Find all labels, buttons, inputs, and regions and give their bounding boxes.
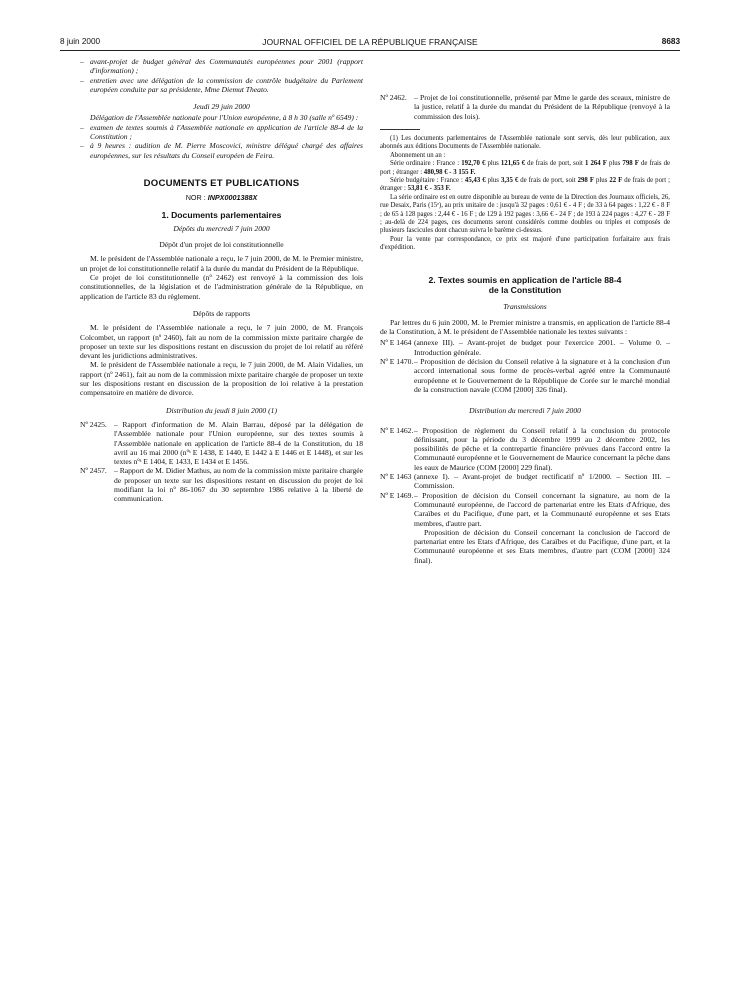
section-title-line: de la Constitution [488, 284, 562, 295]
nor-label: NOR : [185, 193, 208, 203]
document-item-e1463 [380, 472, 670, 491]
document-number: Nº E 1469. [380, 490, 414, 500]
depot-projet-heading: Dépôt d'un projet de loi constitutionnelle [159, 240, 284, 250]
paragraph-transmissions: Par lettres du 6 juin 2000, M. le Premier ministre a transmis, en application de l'article 88-4 de la Constitution, à M. le président de l'Assemblée nationale les textes suivants : [380, 317, 670, 337]
paragraph-rapport-1: M. le président de l'Assemblée nationale a reçu, le 7 juin 2000, de M. François Colcombet, un rapport (nº 2460), fait au nom de la commission mixte paritaire chargée de proposer un texte sur les dispositions restant en discussion du projet de loi relatif au référé devant les juridictions administratives. [80, 323, 363, 361]
fn-price: 192,70 € [461, 160, 486, 168]
left-column [80, 57, 363, 504]
document-text: (annexe III). – Avant-projet de budget pour l'exercice 2001. – Volume 0. – Introduction générale. [414, 338, 670, 357]
document-item-2425 [80, 420, 363, 466]
fn-price: 1 264 F [584, 160, 607, 168]
footnote-serie-ordinaire [380, 160, 670, 177]
fn-price: 45,43 € [464, 176, 486, 184]
footnote [380, 135, 670, 253]
document-number: Nº E 1464 [380, 338, 412, 348]
paragraph-projet-2: Ce projet de loi constitutionnelle (nº 2462) est renvoyé à la commission des lois constitutionnelles, de la législation et de l'administration générale de la République, en application de l'article 83 du règlement. [80, 273, 363, 301]
document-text: – Proposition de règlement du Conseil relatif à la conclusion du protocole définissant, pour la période du 3 décembre 1999 au 2 décembre 2002, les possibilités de pêche et la contrepartie financière prévues dans l'accord entre la Communauté européenne et le Gouvernement de Maurice concernant la pêche dans les eaux de Maurice (COM [2000] 229 final). [414, 425, 670, 472]
distribution-heading-jeudi: Distribution du jeudi 8 juin 2000 (1) [166, 405, 277, 415]
document-number: Nº 2462. [380, 93, 407, 102]
section-title-textes-88-4 [380, 275, 670, 295]
document-item-e1470 [380, 357, 670, 394]
footnote-serie-budgetaire [380, 177, 670, 194]
document-number: Nº E 1463 [380, 472, 412, 482]
document-item-e1462 [380, 426, 670, 472]
document-item-e1469 [380, 491, 670, 528]
delegation-intro: Délégation de l'Assemblée nationale pour l'Union européenne, à 8 h 30 (salle nº 6549) : [90, 113, 359, 123]
nor-code: INPX0001388X [207, 193, 258, 203]
fn-text: de frais de port ; étranger : [380, 160, 671, 176]
document-number: Nº 2425. [80, 419, 107, 429]
fn-text: plus [606, 160, 623, 168]
right-column [380, 93, 670, 565]
document-text: – Proposition de décision du Conseil concernant la signature, au nom de la Communauté européenne, de l'accord de partenariat entre les Etats d'Afrique, des Caraïbes et du Pacifique, d'une part, et la Communauté européenne et ses Etats membres, d'autre part. [414, 490, 670, 528]
distribution-heading-mercredi: Distribution du mercredi 7 juin 2000 [469, 406, 581, 416]
fn-text: plus [485, 176, 501, 184]
footnote-abonnement: Abonnement un an : [390, 151, 446, 159]
document-text: (annexe I). – Avant-projet de budget rectificatif nº 1/2000. – Section III. – Commission. [414, 472, 670, 491]
header-page-number: 8683 [661, 37, 680, 46]
fn-text: de frais de port, soit [525, 160, 585, 168]
page-header [60, 36, 680, 51]
fn-price: 798 F [622, 160, 639, 168]
fn-price: 121,65 € [500, 160, 526, 168]
fn-price: 480,98 € - 3 155 F. [423, 168, 476, 176]
document-number: Nº E 1462. [380, 425, 414, 435]
fn-price: 298 F [577, 176, 594, 184]
document-text: – Proposition de décision du Conseil relative à la signature et à la conclusion d'un accord international sous forme de procès-verbal agréé entre la Communauté européenne et le Gouvernement de la République de Corée sur le marché mondial de la construction navale (COM [2000] 326 final). [414, 357, 670, 394]
agenda-item-audition: – à 9 heures : audition de M. Pierre Moscovici, ministre délégué chargé des affaires européennes, sur les résultats du Conseil européen de Feira. [80, 141, 363, 160]
footnote-rule [380, 129, 420, 130]
fn-text: Série ordinaire : France : [390, 160, 462, 168]
section-title-documents-parlementaires: 1. Documents parlementaires [161, 209, 282, 220]
fn-price: 3,35 € [500, 176, 519, 184]
fn-price: 53,81 € - 353 F. [407, 185, 451, 193]
header-title: JOURNAL OFFICIEL DE LA RÉPUBLIQUE FRANÇAISE [262, 37, 478, 47]
document-number: Nº 2457. [80, 466, 107, 476]
fn-text: Série budgétaire : France : [390, 176, 465, 184]
document-item-e1464 [380, 338, 670, 357]
agenda-item-examen: – examen de textes soumis à l'Assemblée nationale en application de l'article 88-4 de la Constitution ; [80, 123, 363, 142]
document-item-e1469-conclusion: Proposition de décision du Conseil concernant la conclusion de l'accord de partenariat entre les Etats d'Afrique, des Caraïbes et du Pacifique, d'une part, et la Communauté européenne et ses Etats membres, d'autre part (COM [2000] 324 final). [414, 527, 670, 565]
document-item-2462 [380, 93, 670, 121]
transmissions-heading: Transmissions [503, 301, 547, 311]
depots-date-heading: Dépôts du mercredi 7 juin 2000 [173, 223, 270, 233]
document-number: Nº E 1470. [380, 357, 414, 367]
fn-text: plus [593, 176, 610, 184]
fn-text: de frais de port ; étranger : [380, 176, 671, 193]
agenda-item-entretien: – entretien avec une délégation de la commission de contrôle budgétaire du Parlement européen conduite par sa présidente, Mme Diemut Theato. [80, 76, 363, 95]
document-text: – Projet de loi constitutionnelle, présenté par Mme le garde des sceaux, ministre de la justice, relatif à la durée du mandat du Président de la République (renvoyé à la commission des lois). [414, 93, 670, 121]
section-title-line: 2. Textes soumis en application de l'article 88-4 [428, 274, 622, 285]
fn-text: plus [485, 160, 501, 168]
footnote-correspondance: Pour la vente par correspondance, ce prix est majoré d'une participation forfaitaire aux frais d'expédition. [380, 235, 670, 252]
section-title-documents: DOCUMENTS ET PUBLICATIONS [143, 177, 300, 189]
document-text: – Rapport de M. Didier Mathus, au nom de la commission mixte paritaire chargée de proposer un texte sur les dispositions restant en discussion du projet de loi modifiant la loi nº 86-1067 du 30 septembre 1986 relative à la liberté de communication. [114, 466, 363, 504]
paragraph-projet-1: M. le président de l'Assemblée nationale a reçu, le 7 juin 2000, de M. le Premier ministre, un projet de loi constitutionnelle relatif à la durée du mandat du Président de la République. [80, 254, 363, 273]
footnote-intro: (1) Les documents parlementaires de l'Assemblée nationale sont servis, dès leur publication, aux abonnés aux éditions Documents de l'Assemblée nationale. [380, 134, 670, 151]
paragraph-rapport-2: M. le président de l'Assemblée nationale a reçu, le 7 juin 2000, de M. Alain Vidalies, un rapport (nº 2461), fait au nom de la commission mixte paritaire chargée de proposer un texte sur les dispositions restant en discussion de la proposition de loi relative à la prestation compensatoire en matière de divorce. [80, 360, 363, 398]
agenda-item-budget: – avant-projet de budget général des Communautés européennes pour 2001 (rapport d'information) ; [80, 57, 363, 76]
fn-price: 22 F [609, 176, 623, 184]
document-text: – Rapport d'information de M. Alain Barrau, déposé par la délégation de l'Assemblée nationale pour l'Union européenne, sur des textes soumis à l'Assemblée nationale en application de l'article 88-4 de la Constitution, du 18 avril au 16 mai 2000 (nºˢ E 1438, E 1440, E 1442 à E 1446 et E 1448), et sur les textes nºˢ E 1404, E 1433, E 1434 et E 1456. [114, 419, 363, 467]
depots-rapports-heading: Dépôts de rapports [192, 308, 251, 318]
fn-text: de frais de port, soit [518, 176, 578, 184]
nor-reference [80, 193, 363, 202]
document-item-2457 [80, 466, 363, 503]
footnote-vente: La série ordinaire est en outre disponible au bureau de vente de la Direction des Journaux officiels, 26, rue Desaix, Paris (15ᵉ), au prix unitaire de : jusqu'à 32 pages : 0,61 € - 4 F ; de 33 à 64 pages : 1,22 € - 8 F ; de 65 à 128 pages : 2,44 € - 16 F ; de 129 à 192 pages : 3,66 € - 24 F ; de 193 à 224 pages : 4,27 € - 28 F ; au-delà de 224 pages, ces documents seront considérés comme doubles ou triples et composés de plusieurs fascicules dont chacun suivra le barème ci-dessus. [380, 193, 670, 235]
date-heading-jeudi: Jeudi 29 juin 2000 [193, 102, 250, 112]
header-date: 8 juin 2000 [60, 37, 101, 46]
